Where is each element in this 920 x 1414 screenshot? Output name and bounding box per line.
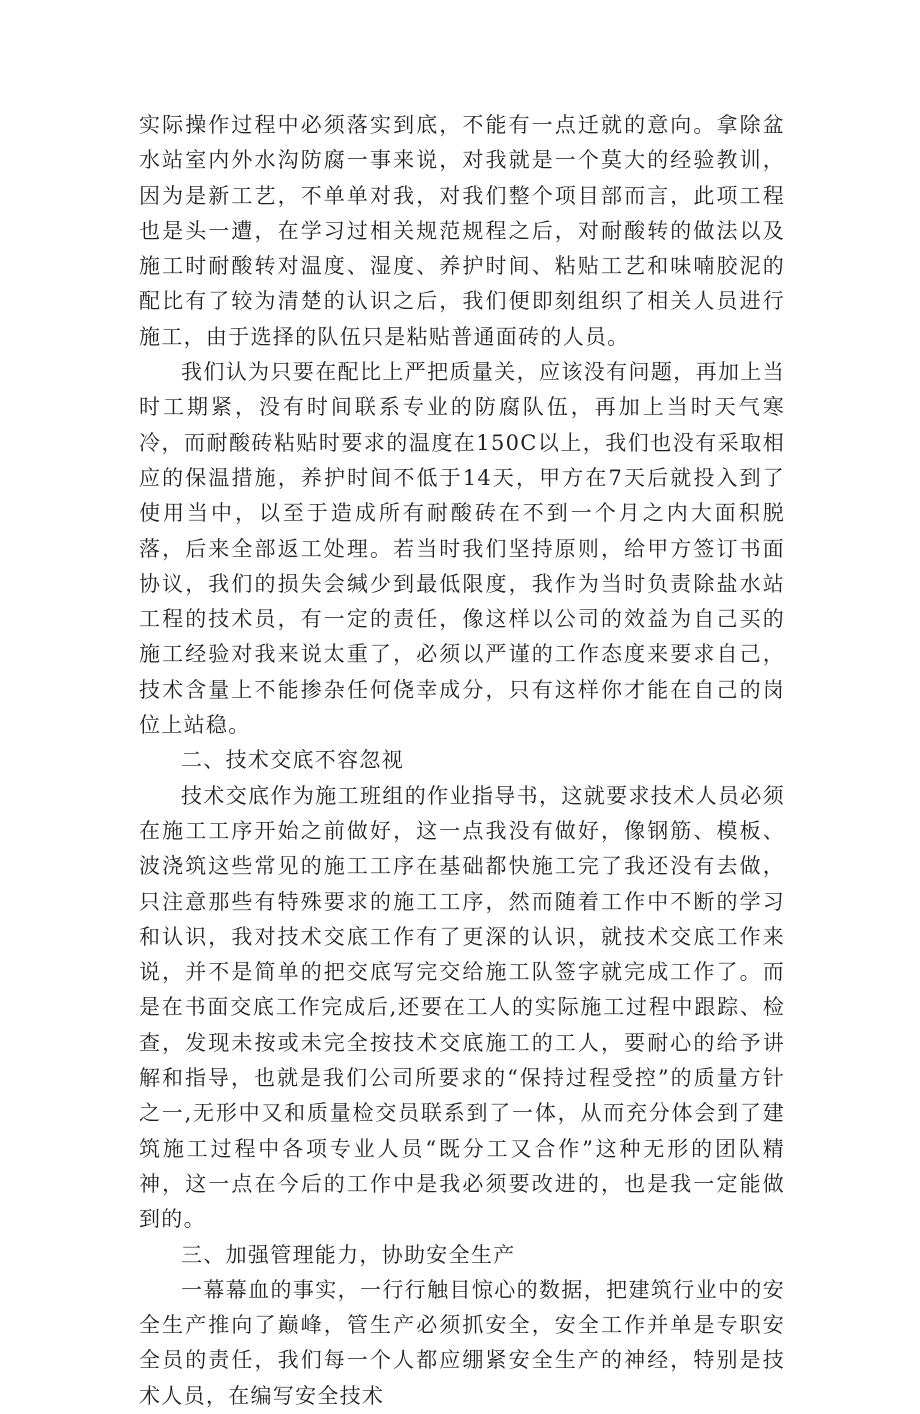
section-heading-2: 二、技术交底不容忽视 [181, 748, 404, 773]
document-body [139, 108, 785, 1414]
paragraph-safety-production: 一幕幕血的事实，一行行触目惊心的数据，把建筑行业中的安全生产推向了巅峰，管生产必须抓安全，安全工作并单是专职安全员的责任，我们每一个人都应绷紧安全生产的神经，特别是技术人员，在编写安全技术 [139, 1277, 785, 1408]
paragraph-technical-briefing: 技术交底作为施工班组的作业指导书，这就要求技术人员必须在施工工序开始之前做好，这一点我没有做好，像钢筋、模板、波浇筑这些常见的施工工序在基础都快施工完了我还没有去做，只注意那些有特殊要求的施工工序，然而随着工作中不断的学习和认识，我对技术交底工作有了更深的认识，就技术交底工作来说，并不是简单的把交底写完交给施工队签字就完成工作了。而是在书面交底工作完成后,还要在工人的实际施工过程中跟踪、检查，发现未按或未完全按技术交底施工的工人，要耐心的给予讲解和指导，也就是我们公司所要求的“保持过程受控”的质量方针之一,无形中又和质量检交员联系到了一体，从而充分体会到了建筑施工过程中各项专业人员“既分工又合作”这种无形的团队精神，这一点在今后的工作中是我必须要改进的，也是我一定能做到的。 [139, 783, 785, 1232]
paragraph-fragment: 实际操作过程中必须落实到底，不能有一点迁就的意向。拿除盆水站室内外水沟防腐一事来说，对我就是一个莫大的经验教训，因为是新工艺，不单单对我，对我们整个项目部而言，此项工程也是头一遭，在学习过相关规范规程之后，对耐酸转的做法以及施工时耐酸转对温度、湿度、养护时间、粘贴工艺和味喃胶泥的配比有了较为清楚的认识之后，我们便即刻组织了相关人员进行施工，由于选择的队伍只是粘贴普通面砖的人员。 [139, 113, 785, 349]
section-heading-3: 三、加强管理能力，协助安全生产 [181, 1242, 516, 1267]
paragraph-acid-brick-lesson: 我们认为只要在配比上严把质量关，应该没有问题，再加上当时工期紧，没有时间联系专业的防腐队伍，再加上当时天气寒冷，而耐酸砖粘贴时要求的温度在150C以上，我们也没有采取相应的保温措施，养护时间不低于14天，甲方在7天后就投入到了使用当中，以至于造成所有耐酸砖在不到一个月之内大面积脱落，后来全部返工处理。若当时我们坚持原则，给甲方签订书面协议，我们的损失会缄少到最低限度，我作为当时负责除盐水站工程的技术员，有一定的责任，像这样以公司的效益为自己买的施工经验对我来说太重了，必须以严谨的工作态度来要求自己，技术含量上不能掺杂任何侥幸成分，只有这样你才能在自己的岗位上站稳。 [139, 360, 785, 738]
